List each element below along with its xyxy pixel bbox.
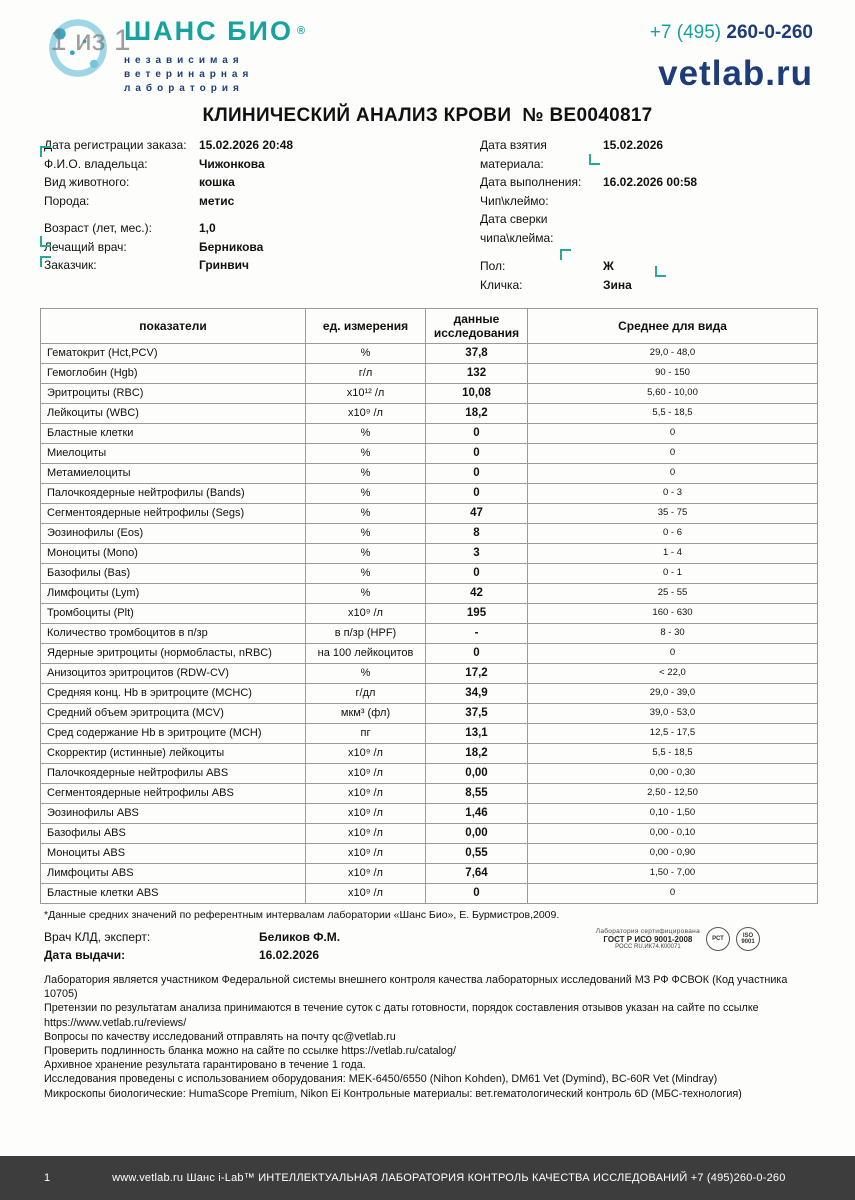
- field-label: Дата регистрации заказа:: [44, 138, 187, 152]
- result-row: [41, 784, 818, 804]
- result-unit: %: [306, 424, 426, 444]
- result-reference: 35 - 75: [528, 504, 818, 524]
- result-reference: 0: [528, 884, 818, 904]
- result-reference: 0 - 3: [528, 484, 818, 504]
- result-row: [41, 844, 818, 864]
- result-reference: 0: [528, 424, 818, 444]
- result-parameter: Моноциты (Mono): [41, 544, 306, 564]
- result-parameter: Сегментоядерные нейтрофилы (Segs): [41, 504, 306, 524]
- result-parameter: Гемоглобин (Hgb): [41, 364, 306, 384]
- footer-note-line: Проверить подлинность бланка можно на сайте по ссылке https://vetlab.ru/catalog/: [44, 1045, 456, 1058]
- result-row: [41, 624, 818, 644]
- report-title: КЛИНИЧЕСКИЙ АНАЛИЗ КРОВИ № ВЕ0040817: [202, 105, 653, 126]
- result-value: 0: [426, 884, 528, 904]
- phone-main: 260-0-260: [726, 22, 813, 43]
- result-parameter: Лимфоциты ABS: [41, 864, 306, 884]
- result-unit: %: [306, 564, 426, 584]
- column-header-result: данные исследования: [426, 309, 528, 344]
- result-parameter: Эозинофилы (Eos): [41, 524, 306, 544]
- result-reference: 90 - 150: [528, 364, 818, 384]
- result-unit: г/л: [306, 364, 426, 384]
- bottom-bar-text: www.vetlab.ru Шанс i-Lab™ ИНТЕЛЛЕКТУАЛЬНАЯ ЛАБОРАТОРИЯ КОНТРОЛЬ КАЧЕСТВА ИССЛЕДОВАНИЙ +7 (495)260-0-260: [112, 1172, 786, 1184]
- reference-footnote: *Данные средних значений по референтным интервалам лаборатории «Шанс Био», Е. Бурмистров,2009.: [44, 909, 560, 921]
- result-value: 1,46: [426, 804, 528, 824]
- result-parameter: Базофилы (Bas): [41, 564, 306, 584]
- result-row: [41, 604, 818, 624]
- result-row: [41, 504, 818, 524]
- field-value: Зина: [603, 277, 632, 292]
- info-field: [480, 173, 820, 192]
- result-parameter: Миелоциты: [41, 444, 306, 464]
- result-reference: 25 - 55: [528, 584, 818, 604]
- result-unit: %: [306, 344, 426, 364]
- field-label: Возраст (лет, мес.):: [44, 221, 152, 235]
- result-parameter: Скорректир (истинные) лейкоциты: [41, 744, 306, 764]
- result-unit: пг: [306, 724, 426, 744]
- result-parameter: Средняя конц. Hb в эритроците (MCHC): [41, 684, 306, 704]
- page-number: 1: [44, 1172, 51, 1184]
- info-field: [44, 238, 474, 257]
- result-reference: 0: [528, 644, 818, 664]
- result-row: [41, 864, 818, 884]
- field-label: Заказчик:: [44, 258, 97, 272]
- result-parameter: Базофилы ABS: [41, 824, 306, 844]
- result-value: 10,08: [426, 384, 528, 404]
- result-value: 37,5: [426, 704, 528, 724]
- certification-text: [596, 928, 700, 950]
- order-info: [44, 136, 815, 300]
- result-unit: %: [306, 484, 426, 504]
- info-field: [44, 192, 474, 211]
- result-parameter: Моноциты ABS: [41, 844, 306, 864]
- result-unit: x10¹² /л: [306, 384, 426, 404]
- result-row: [41, 764, 818, 784]
- footer-note-line: Архивное хранение результата гарантировано в течение 1 года.: [44, 1059, 366, 1072]
- result-parameter: Палочкоядерные нейтрофилы (Bands): [41, 484, 306, 504]
- scan-marker: [40, 256, 51, 267]
- info-field: [44, 219, 474, 238]
- results-table: [40, 308, 818, 904]
- result-value: 8,55: [426, 784, 528, 804]
- result-reference: 0 - 1: [528, 564, 818, 584]
- info-field: [480, 136, 820, 173]
- info-field: [44, 136, 474, 155]
- column-header-unit: ед. измерения: [306, 309, 426, 344]
- result-unit: %: [306, 584, 426, 604]
- result-row: [41, 824, 818, 844]
- phone-number: [650, 22, 813, 44]
- info-field: [480, 257, 820, 276]
- scan-marker: [589, 154, 600, 165]
- result-reference: 5,5 - 18,5: [528, 744, 818, 764]
- result-parameter: Тромбоциты (Plt): [41, 604, 306, 624]
- result-unit: x10⁹ /л: [306, 744, 426, 764]
- certification-number: РОСС RU.ИК74.К00071: [615, 944, 681, 950]
- field-value: Ж: [603, 259, 614, 273]
- footer-note-line: Микроскопы биологические: HumaScope Premium, Nikon Ei Контрольные материалы: вет.гематологический контроль 6D (МБС-технология): [44, 1087, 742, 1100]
- result-value: 3: [426, 544, 528, 564]
- result-value: 8: [426, 524, 528, 544]
- field-value: Берникова: [199, 239, 264, 254]
- result-reference: 29,0 - 39,0: [528, 684, 818, 704]
- result-reference: 1 - 4: [528, 544, 818, 564]
- result-value: 132: [426, 364, 528, 384]
- footer-note-line: Вопросы по качеству исследований отправлять на почту qc@vetlab.ru: [44, 1030, 396, 1043]
- field-label: Порода:: [44, 193, 90, 208]
- field-label: Дата сверки чипа\клейма:: [480, 212, 554, 245]
- footer-note-line: Исследования проведены с использованием оборудования: MEK-6450/6550 (Nihon Kohden), DM61 Vet (Dymind), BC-60R Vet (Mindray): [44, 1073, 718, 1086]
- result-value: 0: [426, 444, 528, 464]
- result-reference: < 22,0: [528, 664, 818, 684]
- result-unit: %: [306, 504, 426, 524]
- result-row: [41, 484, 818, 504]
- website-url: vetlab.ru: [658, 54, 813, 93]
- scan-marker: [40, 146, 51, 157]
- header-contacts: [650, 14, 813, 96]
- field-value: кошка: [199, 175, 235, 189]
- result-row: [41, 804, 818, 824]
- result-value: 0: [426, 644, 528, 664]
- result-row: [41, 344, 818, 364]
- field-label: Дата выполнения:: [480, 175, 582, 189]
- result-row: [41, 564, 818, 584]
- result-value: 47: [426, 504, 528, 524]
- result-reference: 0,00 - 0,30: [528, 764, 818, 784]
- result-parameter: Лимфоциты (Lym): [41, 584, 306, 604]
- result-parameter: Бластные клетки: [41, 424, 306, 444]
- result-row: [41, 364, 818, 384]
- result-value: 0,00: [426, 764, 528, 784]
- result-row: [41, 884, 818, 904]
- result-parameter: Анизоцитоз эритроцитов (RDW-CV): [41, 664, 306, 684]
- footer-note-line: Претензии по результатам анализа принимаются в течение суток с даты готовности, порядок составления отзывов указан на сайте по ссылке https://www.vetlab.ru/reviews/: [44, 1002, 759, 1029]
- result-reference: 2,50 - 12,50: [528, 784, 818, 804]
- lab-name: [124, 16, 305, 47]
- order-info-left-column: [44, 136, 474, 275]
- result-parameter: Метамиелоциты: [41, 464, 306, 484]
- field-value: метис: [199, 193, 235, 208]
- lab-name-label: ШАНС БИО: [124, 16, 293, 46]
- info-field: [480, 192, 820, 211]
- lab-subtitle-line: независимая: [124, 55, 244, 66]
- field-value: Чижонкова: [199, 156, 265, 171]
- info-field: [44, 256, 474, 275]
- result-value: 195: [426, 604, 528, 624]
- result-reference: 0,00 - 0,90: [528, 844, 818, 864]
- field-value: 16.02.2026 00:58: [603, 175, 698, 189]
- result-value: 13,1: [426, 724, 528, 744]
- result-parameter: Эозинофилы ABS: [41, 804, 306, 824]
- result-row: [41, 444, 818, 464]
- iso-certification-badge: ISO 9001: [736, 927, 760, 951]
- column-header-reference: Среднее для вида: [528, 309, 818, 344]
- result-value: 0,00: [426, 824, 528, 844]
- result-value: 42: [426, 584, 528, 604]
- issue-date-value: 16.02.2026: [259, 947, 320, 962]
- result-unit: в п/зр (HPF): [306, 624, 426, 644]
- result-unit: %: [306, 524, 426, 544]
- result-parameter: Гематокрит (Hct,PCV): [41, 344, 306, 364]
- result-value: 0: [426, 564, 528, 584]
- registered-mark: ®: [296, 24, 306, 37]
- result-value: 0: [426, 424, 528, 444]
- field-value: Гринвич: [199, 258, 250, 272]
- result-parameter: Средний объем эритроцита (MCV): [41, 704, 306, 724]
- result-parameter: Палочкоядерные нейтрофилы ABS: [41, 764, 306, 784]
- result-row: [41, 424, 818, 444]
- result-unit: x10⁹ /л: [306, 764, 426, 784]
- result-parameter: Сегментоядерные нейтрофилы ABS: [41, 784, 306, 804]
- result-row: [41, 464, 818, 484]
- lab-subtitle-line: лаборатория: [124, 83, 244, 94]
- lab-logo-text: [124, 14, 305, 96]
- rst-certification-badge: РСТ: [706, 927, 730, 951]
- result-reference: 0: [528, 444, 818, 464]
- scan-marker: [560, 249, 571, 260]
- doctor-name: Беликов Ф.М.: [259, 930, 341, 944]
- result-row: [41, 644, 818, 664]
- lab-subtitle-line: ветеринарная: [124, 69, 254, 80]
- results-table-header: [41, 309, 818, 344]
- result-value: 17,2: [426, 664, 528, 684]
- result-reference: 0,00 - 0,10: [528, 824, 818, 844]
- field-value: 1,0: [199, 221, 216, 235]
- result-row: [41, 724, 818, 744]
- result-value: 18,2: [426, 744, 528, 764]
- header-row: [41, 309, 818, 344]
- result-unit: x10⁹ /л: [306, 884, 426, 904]
- field-label: Пол:: [480, 259, 506, 273]
- result-parameter: Сред содержание Hb в эритроците (MCH): [41, 724, 306, 744]
- result-unit: x10⁹ /л: [306, 604, 426, 624]
- info-field: [480, 210, 820, 247]
- issue-date-label: Дата выдачи:: [44, 947, 126, 962]
- result-parameter: Количество тромбоцитов в п/зр: [41, 624, 306, 644]
- lab-subtitle: [124, 54, 305, 96]
- result-unit: на 100 лейкоцитов: [306, 644, 426, 664]
- result-reference: 1,50 - 7,00: [528, 864, 818, 884]
- result-row: [41, 584, 818, 604]
- field-label: Дата взятия материала:: [480, 138, 547, 171]
- result-reference: 0 - 6: [528, 524, 818, 544]
- result-value: 37,8: [426, 344, 528, 364]
- result-row: [41, 384, 818, 404]
- certification-line: Лаборатория сертифицирована: [595, 928, 700, 935]
- result-unit: %: [306, 464, 426, 484]
- result-unit: x10⁹ /л: [306, 824, 426, 844]
- result-unit: г/дл: [306, 684, 426, 704]
- info-field: [44, 155, 474, 174]
- footer-notes: [44, 973, 815, 1101]
- result-unit: x10⁹ /л: [306, 864, 426, 884]
- result-reference: 0,10 - 1,50: [528, 804, 818, 824]
- result-unit: x10⁹ /л: [306, 804, 426, 824]
- result-row: [41, 544, 818, 564]
- field-label: Кличка:: [480, 277, 523, 292]
- column-header-parameter: показатели: [41, 309, 306, 344]
- bottom-bar: [0, 1156, 855, 1200]
- info-field: [44, 173, 474, 192]
- result-value: 0,55: [426, 844, 528, 864]
- result-unit: %: [306, 664, 426, 684]
- result-row: [41, 664, 818, 684]
- result-value: 0: [426, 464, 528, 484]
- result-parameter: Бластные клетки ABS: [41, 884, 306, 904]
- certification-block: [596, 927, 760, 951]
- result-reference: 39,0 - 53,0: [528, 704, 818, 724]
- result-unit: x10⁹ /л: [306, 404, 426, 424]
- result-row: [41, 404, 818, 424]
- field-label: Ф.И.О. владельца:: [44, 156, 148, 171]
- scan-marker: [655, 266, 666, 277]
- result-reference: 12,5 - 17,5: [528, 724, 818, 744]
- scan-marker: [40, 236, 51, 247]
- result-unit: %: [306, 444, 426, 464]
- info-field: [480, 276, 820, 295]
- doctor-label: Врач КЛД, эксперт:: [44, 930, 151, 944]
- result-reference: 0: [528, 464, 818, 484]
- result-reference: 5,5 - 18,5: [528, 404, 818, 424]
- page-count-watermark: 1 из 1: [50, 24, 131, 57]
- result-reference: 160 - 630: [528, 604, 818, 624]
- result-value: -: [426, 624, 528, 644]
- result-row: [41, 524, 818, 544]
- result-unit: x10⁹ /л: [306, 844, 426, 864]
- result-unit: x10⁹ /л: [306, 784, 426, 804]
- result-value: 0: [426, 484, 528, 504]
- result-row: [41, 744, 818, 764]
- phone-prefix: +7 (495): [649, 22, 727, 43]
- result-unit: мкм³ (фл): [306, 704, 426, 724]
- result-row: [41, 684, 818, 704]
- result-reference: 8 - 30: [528, 624, 818, 644]
- results-table-body: [41, 344, 818, 904]
- signature-section: [44, 929, 815, 964]
- field-label: Лечащий врач:: [44, 239, 127, 254]
- certification-standard: ГОСТ Р ИСО 9001-2008: [603, 935, 693, 944]
- field-value: 15.02.2026: [603, 138, 664, 152]
- order-info-right-column: [480, 136, 820, 294]
- result-value: 34,9: [426, 684, 528, 704]
- field-value: 15.02.2026 20:48: [199, 138, 294, 152]
- field-label: Чип\клеймо:: [480, 193, 549, 208]
- result-row: [41, 704, 818, 724]
- result-value: 7,64: [426, 864, 528, 884]
- result-parameter: Ядерные эритроциты (нормобласты, nRBC): [41, 644, 306, 664]
- result-reference: 29,0 - 48,0: [528, 344, 818, 364]
- result-unit: %: [306, 544, 426, 564]
- result-value: 18,2: [426, 404, 528, 424]
- field-label: Вид животного:: [44, 175, 130, 189]
- result-reference: 5,60 - 10,00: [528, 384, 818, 404]
- result-parameter: Эритроциты (RBC): [41, 384, 306, 404]
- result-parameter: Лейкоциты (WBC): [41, 404, 306, 424]
- footer-note-line: Лаборатория является участником Федеральной системы внешнего контроля качества лабораторных исследований МЗ РФ ФСВОК (Код участника 10705): [44, 974, 788, 1001]
